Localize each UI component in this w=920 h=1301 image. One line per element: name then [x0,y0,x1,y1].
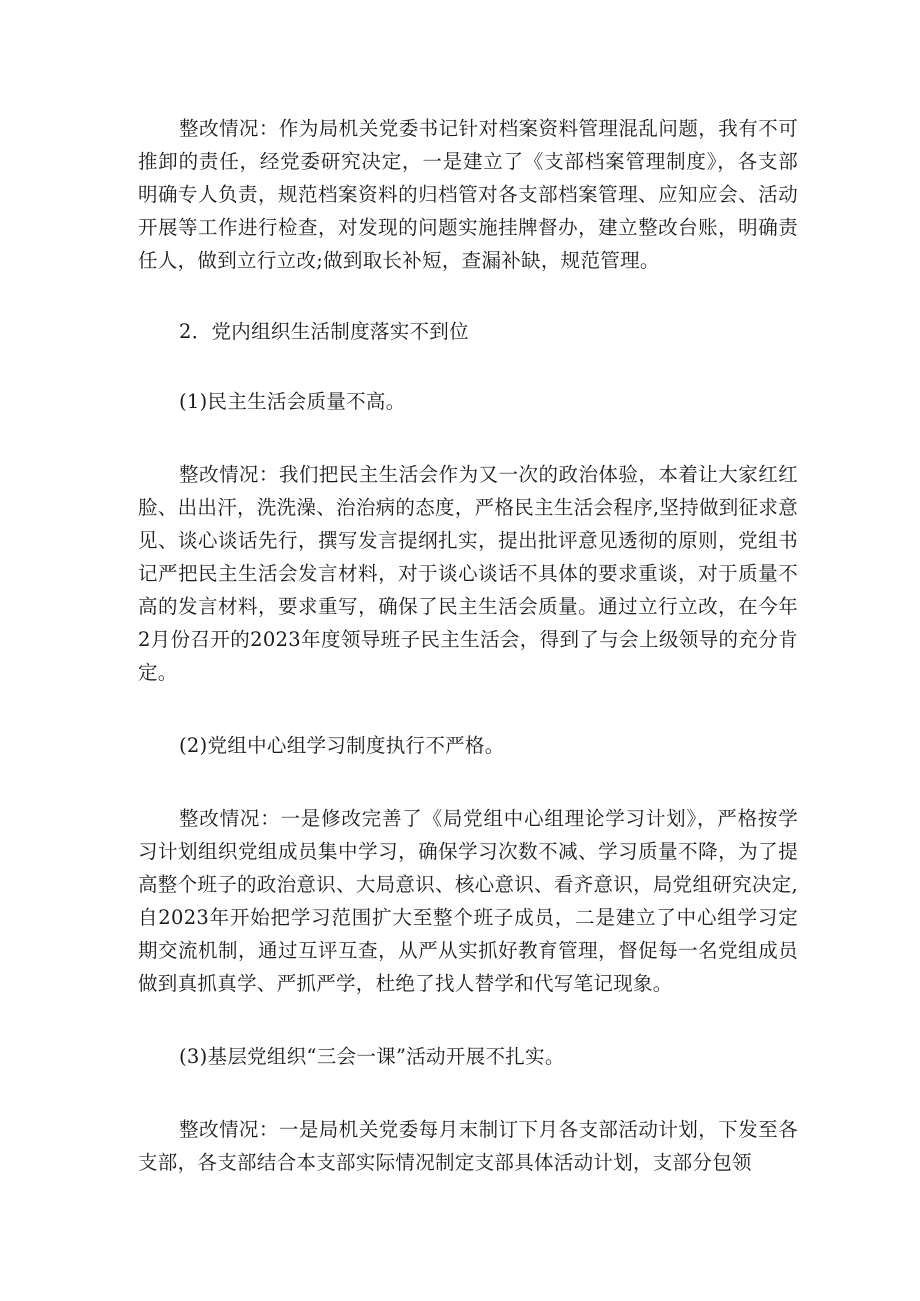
paragraph-central-group-rectification: 整改情况：一是修改完善了《局党组中心组理论学习计划》，严格按学习计划组织党组成员集中学习，确保学习次数不减、学习质量不降，为了提高整个班子的政治意识、大局意识、核心意识、看齐意识，局党组研究决定,自2023年开始把学习范围扩大至整个班子成员，二是建立了中心组学习定期交流机制，通过互评互查，从严从实抓好教育管理，督促每一名党组成员做到真抓真学、严抓严学，杜绝了找人替学和代写笔记现象。 [138,807,798,995]
document-page [138,112,798,1179]
subheading-central-group-study: (2)党组中心组学习制度执行不严格。 [179,734,505,757]
subheading-democratic-life-meeting: (1)民主生活会质量不高。 [179,390,406,413]
paragraph-activity-plan-rectification: 整改情况：一是局机关党委每月末制订下月各支部活动计划，下发至各支部，各支部结合本支部实际情况制定支部具体活动计划，支部分包领 [138,1118,798,1174]
paragraph-democratic-life-rectification: 整改情况：我们把民主生活会作为又一次的政治体验，本着让大家红红脸、出出汗，洗洗澡、治治病的态度，严格民主生活会程序,坚持做到征求意见、谈心谈话先行，撰写发言提纲扎实，提出批评意见透彻的原则，党组书记严把民主生活会发言材料，对于谈心谈话不具体的要求重谈，对于质量不高的发言材料，要求重写，确保了民主生活会质量。通过立行立改，在今年2月份召开的2023年度领导班子民主生活会，得到了与会上级领导的充分肯定。 [138,463,798,684]
section-heading-party-life: 2．党内组织生活制度落实不到位 [179,320,469,343]
subheading-three-meetings-one-lesson: (3)基层党组织“三会一课”活动开展不扎实。 [179,1045,565,1068]
paragraph-archive-rectification: 整改情况：作为局机关党委书记针对档案资料管理混乱问题，我有不可推卸的责任，经党委研究决定，一是建立了《支部档案管理制度》，各支部明确专人负责，规范档案资料的归档管对各支部档案管理、应知应会、活动开展等工作进行检查，对发现的问题实施挂牌督办，建立整改台账，明确责任人，做到立行立改;做到取长补短，查漏补缺，规范管理。 [138,117,798,272]
